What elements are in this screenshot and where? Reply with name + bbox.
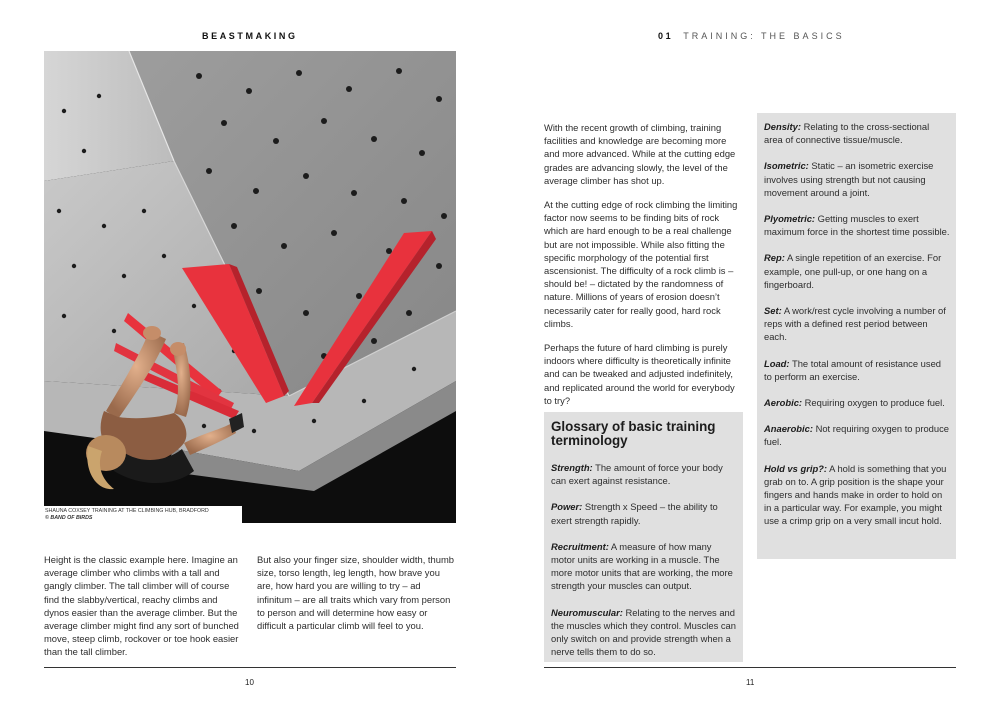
glossary-definition: Static – an isometric exercise involves using strength but not causing movement around a joint.: [764, 160, 934, 198]
glossary-term: Strength:: [551, 462, 593, 473]
paragraph: With the recent growth of climbing, training facilities and knowledge are becoming more and more advanced. While at the cutting edge grades are advancing slowly, the level of the average climber has shot up.: [544, 122, 736, 186]
glossary-term: Density:: [764, 121, 801, 132]
climbing-photo: [44, 51, 456, 523]
caption-text: SHAUNA COXSEY TRAINING AT THE CLIMBING HUB, BRADFORD: [45, 508, 209, 514]
glossary-term: Hold vs grip?:: [764, 462, 828, 474]
glossary-entry: [764, 357, 950, 383]
photo-credit: © BAND OF BIRDS: [45, 515, 93, 521]
left-column-2: But also your finger size, shoulder width, thumb size, torso length, leg length, how brave you are, how hard you are willing to try – ad infinitum – are all traits which vary from person to person and will determine how easy or difficult a particular climb will feel to you.: [257, 554, 454, 632]
glossary-entry: [764, 212, 950, 238]
page-number-left: 10: [245, 678, 254, 687]
glossary-term: Load:: [764, 357, 790, 369]
glossary-term: Neuromuscular:: [551, 606, 623, 618]
glossary-definition: Not requiring oxygen to produce fuel.: [764, 423, 949, 448]
running-head-brand: BEASTMAKING: [202, 31, 298, 41]
glossary-entry: [764, 304, 950, 344]
glossary-definition: Relating to the cross-sectional area of connective tissue/muscle.: [764, 121, 930, 146]
footer-rule: [44, 667, 456, 668]
glossary-term: Power:: [551, 501, 583, 513]
glossary-definition: Strength x Speed – the ability to exert strength rapidly.: [551, 501, 718, 526]
glossary-entry: [764, 159, 950, 199]
glossary-box-2: [757, 113, 956, 559]
paragraph: Perhaps the future of hard climbing is purely indoors where difficulty is theoretically infinite and can be tweaked and adjusted indefinitely, and replicated around the world for everybody to try?: [544, 342, 735, 406]
glossary-entry: [764, 462, 950, 528]
glossary-entry: [764, 422, 950, 448]
page-number-right: 11: [746, 678, 755, 687]
glossary-definition: A work/rest cycle involving a number of reps with a defined rest period between each.: [764, 305, 946, 343]
glossary-term: Recruitment:: [551, 540, 609, 552]
glossary-entry: [551, 606, 737, 659]
paragraph: At the cutting edge of rock climbing the limiting factor now seems to be finding bits of rock which are hard enough to be a real challenge but are not impossible. While also fitting the specific morphology of the potential first ascensionist. The difficulty of a rock climb is – should be! – dictated by the randomness of nature. Millions of years of erosion doesn’t necessarily cater for really good, hard rock climbs.: [544, 199, 738, 329]
intro-text-column: [544, 121, 740, 418]
glossary-definition: Relating to the nerves and the muscles which they control. Muscles can only switch on and provide strength when a nerve tells them to do so.: [551, 606, 736, 658]
right-page: [500, 0, 1000, 710]
glossary-term: Anaerobic:: [764, 423, 813, 435]
chapter-number: 01: [658, 31, 674, 41]
glossary-term: Plyometric:: [764, 213, 816, 225]
glossary-entry: [764, 396, 950, 409]
glossary-term: Set:: [764, 305, 782, 317]
glossary-term: Rep:: [764, 252, 785, 264]
photo-caption: [44, 506, 242, 523]
glossary-term: Isometric:: [764, 160, 809, 172]
chapter-title: TRAINING: THE BASICS: [683, 31, 845, 41]
glossary-definition: The amount of force your body can exert against resistance.: [551, 462, 723, 487]
glossary-definition: A measure of how many motor units are working in a muscle. The more motor units that are working, the more strength your muscles can output.: [551, 540, 733, 592]
climbing-wall-illustration: [44, 51, 456, 523]
glossary-entry: [551, 461, 737, 487]
glossary-definition: Getting muscles to exert maximum force in the shortest time possible.: [764, 213, 950, 238]
left-column-1: Height is the classic example here. Imagine an average climber who climbs with a tall and gangly climber. The tall climber will of course find the slabby/vertical, reachy climbs and dynos easier than the average climber. But the average climber might find any sort of bunched move, steep climb, rockover or toe hook easier than the tall climber.: [44, 554, 239, 658]
glossary-box-1: [544, 412, 743, 662]
glossary-definition: A single repetition of an exercise. For example, one pull-up, or one hang on a fingerboard.: [764, 252, 942, 290]
glossary-entry: [551, 540, 737, 593]
glossary-definition: A hold is something that you grab on to. A grip position is the shape your fingers and hands make in order to hold on in a particular way. For example, you might use a crimp grip on a very small incut hold.: [764, 462, 947, 527]
glossary-definition: The total amount of resistance used to perform an exercise.: [764, 357, 942, 382]
footer-rule: [544, 667, 956, 668]
glossary-term: Aerobic:: [764, 397, 803, 409]
glossary-definition: Requiring oxygen to produce fuel.: [804, 397, 945, 409]
glossary-entry: [551, 500, 737, 526]
glossary-entry: [764, 251, 950, 291]
glossary-entry: [764, 120, 950, 146]
glossary-title: Glossary of basic training terminology: [551, 419, 716, 448]
running-head-chapter: [658, 31, 845, 41]
